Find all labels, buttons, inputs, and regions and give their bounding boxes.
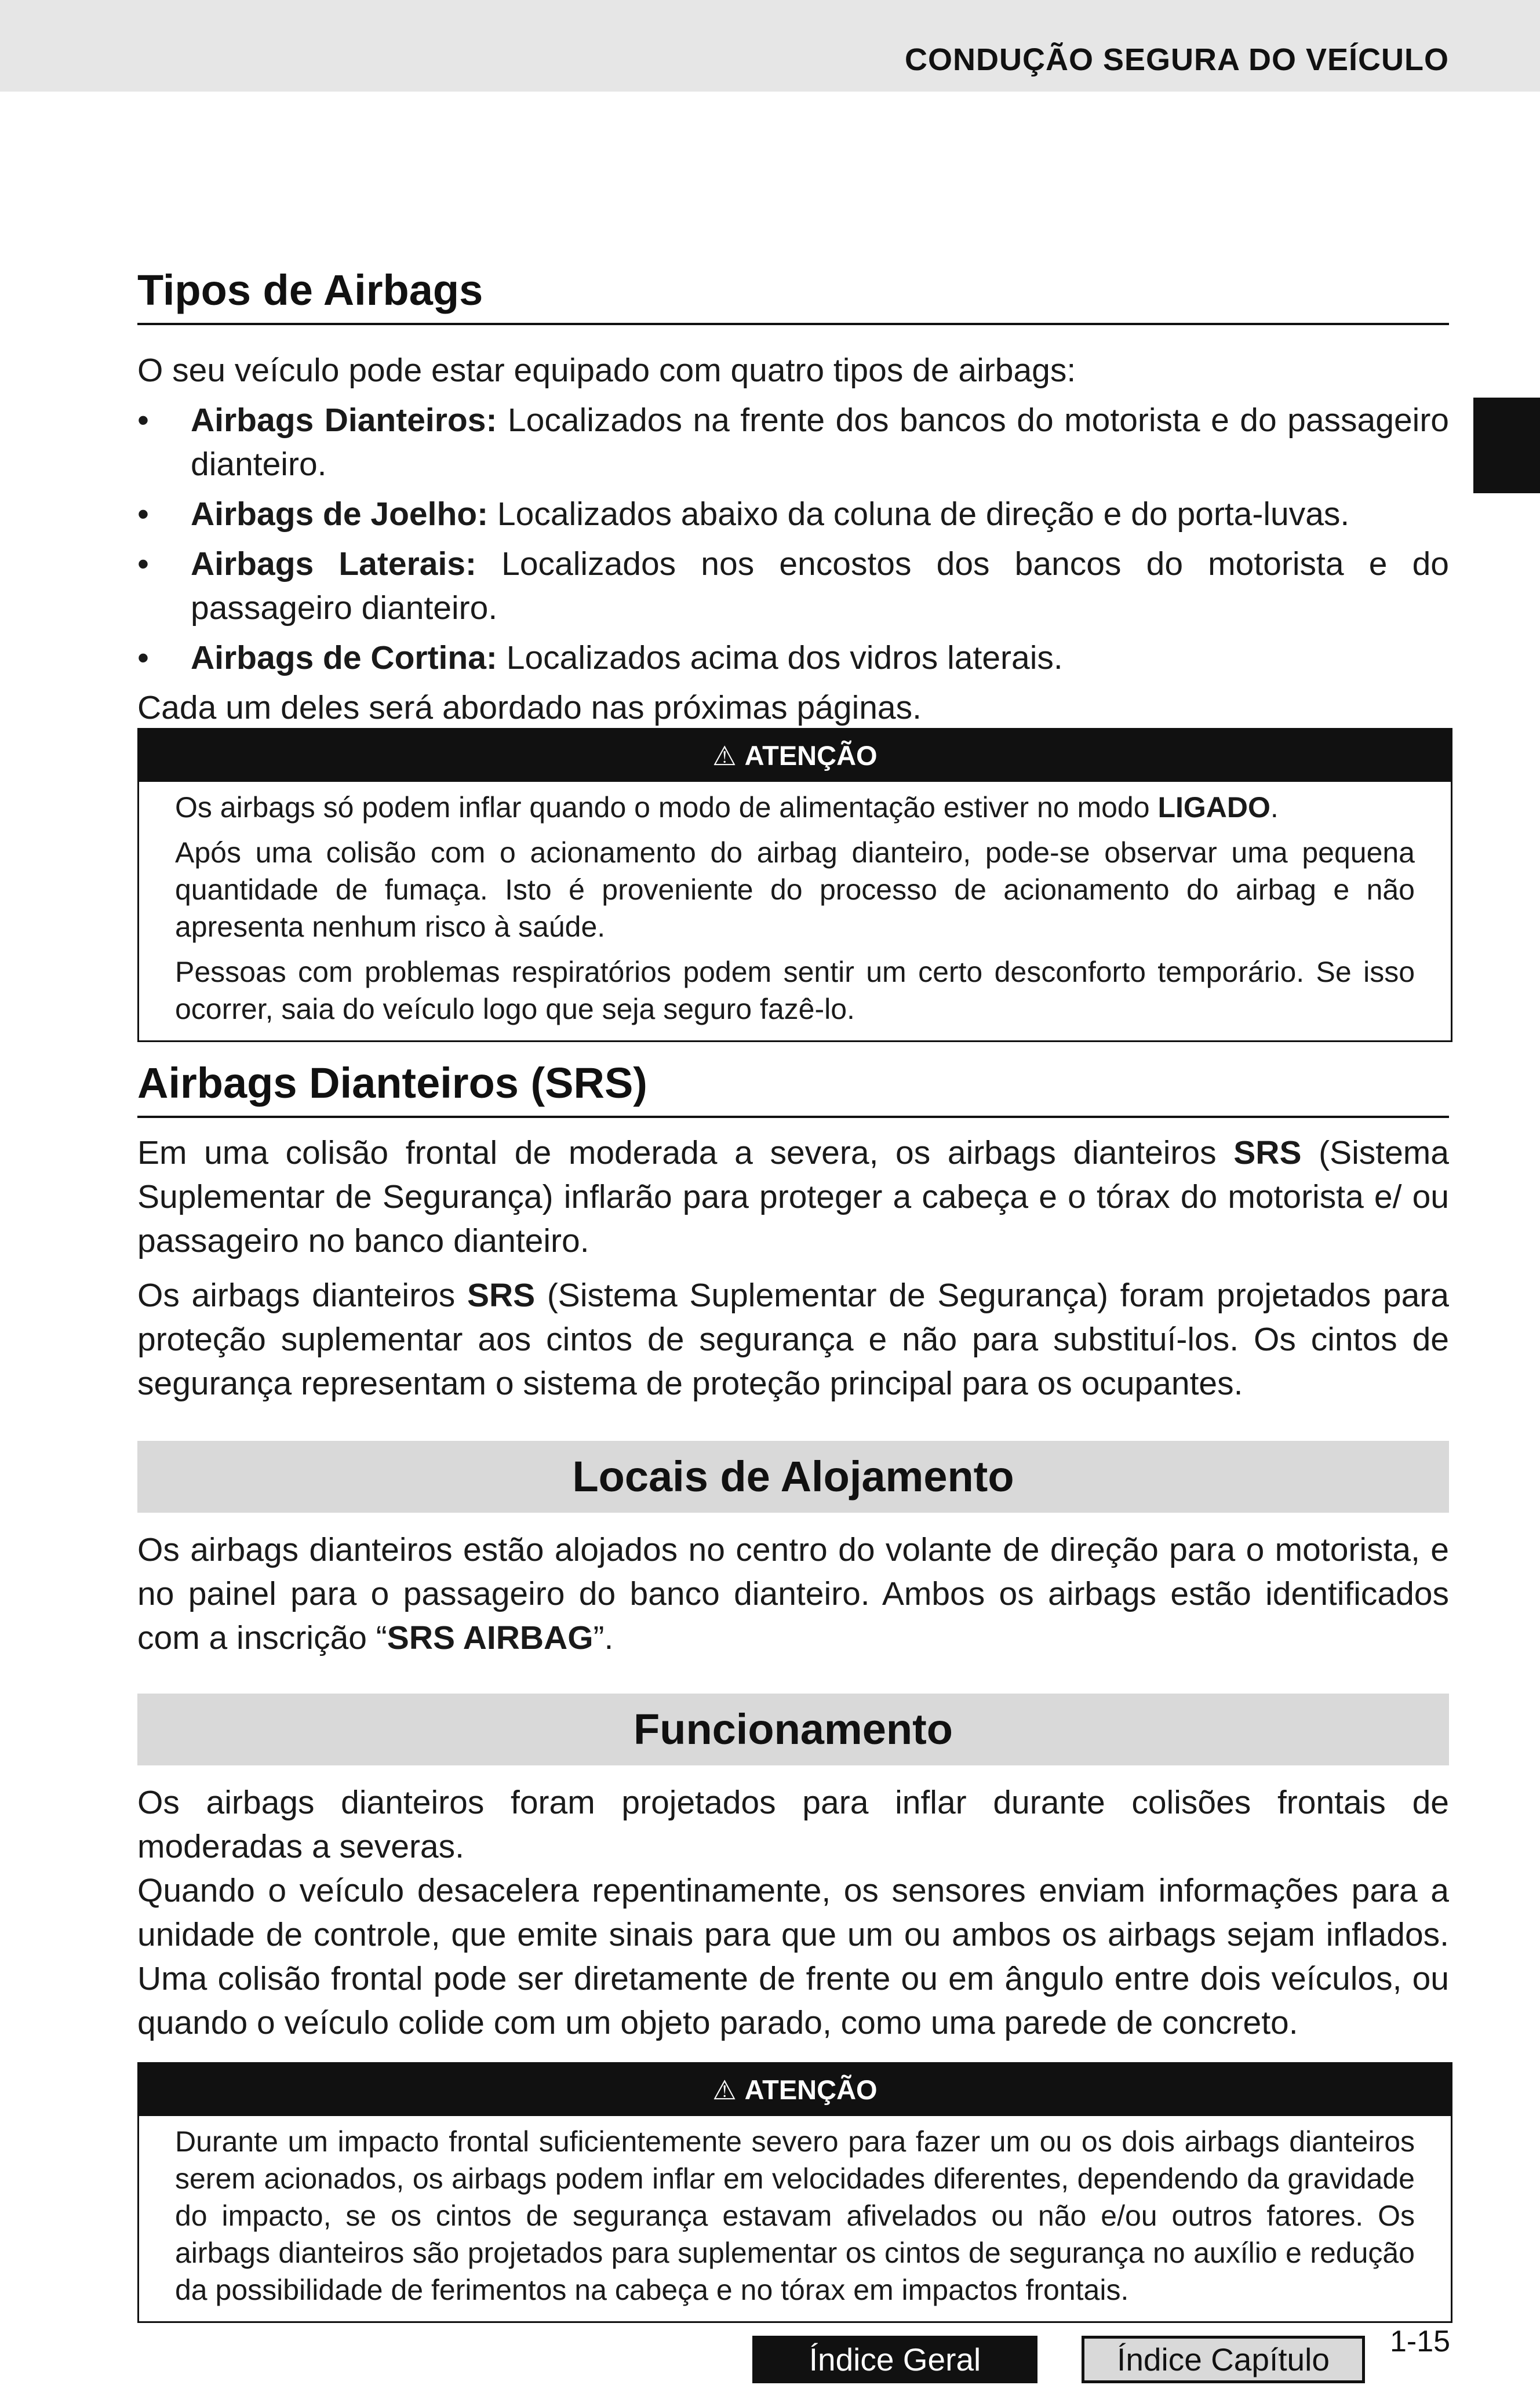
text-run-bold: SRS (467, 1277, 536, 1314)
list-item-text: Localizados acima dos vidros laterais. (497, 639, 1063, 676)
text-run: (Sistema Suplementar de Segurança) foram projetados para proteção suplementar aos cintos de segurança e não para substituí-los. Os cintos de segurança representam o sistema de proteção principal para os ocupantes. (137, 1277, 1449, 1402)
warning-header (139, 730, 1451, 782)
funcionamento-paragraph: Quando o veículo desacelera repentinamente, os sensores enviam informações para a unidade de controle, que emite sinais para que um ou ambos os airbags sejam inflados. Uma colisão frontal pode ser diretamente de frente ou em ângulo entre dois veículos, ou quando o veículo colide com um objeto parado, como uma parede de concreto. (137, 1872, 1449, 2041)
warning-triangle-icon: ⚠ (712, 741, 737, 771)
section-tipos (137, 265, 1449, 730)
text-run: Em uma colisão frontal de moderada a severa, os airbags dianteiros (137, 1134, 1234, 1171)
text-run-bold: LIGADO (1157, 791, 1270, 824)
list-item-label: Airbags de Cortina: (191, 639, 497, 676)
warning-header (139, 2064, 1451, 2116)
list-item-text: Localizados nos encostos dos bancos do motorista e do passageiro dianteiro. (191, 545, 1449, 627)
chapter-title: CONDUÇÃO SEGURA DO VEÍCULO (904, 42, 1449, 77)
locais-paragraph (137, 1528, 1449, 1660)
warning-paragraph: Pessoas com problemas respiratórios podem sentir um certo desconforto temporário. Se isso ocorrer, saia do veículo logo que seja seguro fazê-lo. (175, 956, 1415, 1025)
text-run-bold: SRS AIRBAG (387, 1619, 594, 1656)
text-run: Os airbags dianteiros estão alojados no centro do volante de direção para o motorista, e no painel para o passageiro do banco dianteiro. Ambos os airbags estão identificados com a inscrição “ (137, 1531, 1449, 1656)
text-run: . (1270, 791, 1279, 824)
list-item (137, 542, 1449, 630)
funcionamento-paragraph: Os airbags dianteiros foram projetados para inflar durante colisões frontais de moderadas a severas. (137, 1784, 1449, 1865)
warning-title: ATENÇÃO (744, 740, 878, 771)
section-funcionamento (137, 1694, 1449, 2045)
srs-paragraph (137, 1131, 1449, 1263)
section-heading: Airbags Dianteiros (SRS) (137, 1058, 1449, 1118)
warning-body (139, 2116, 1451, 2321)
list-item-label: Airbags Laterais: (191, 545, 476, 582)
list-item (137, 636, 1449, 680)
srs-paragraph (137, 1273, 1449, 1405)
warning-body (139, 782, 1451, 1040)
section-heading: Locais de Alojamento (137, 1441, 1449, 1513)
list-item-text: Localizados na frente dos bancos do motorista e do passageiro dianteiro. (191, 402, 1449, 483)
warning-paragraph: Após uma colisão com o acionamento do airbag dianteiro, pode-se observar uma pequena quantidade de fumaça. Isto é proveniente do processo de acionamento do airbag e não apresenta nenhum risco à saúde. (175, 836, 1415, 943)
list-item (137, 398, 1449, 486)
page-number: 1-15 (1390, 2325, 1451, 2358)
warning-box (137, 728, 1452, 1042)
list-item-text: Localizados abaixo da coluna de direção e do porta-luvas. (488, 496, 1350, 533)
section-locais (137, 1441, 1449, 1660)
section-srs (137, 1058, 1449, 1405)
index-general-button[interactable]: Índice Geral (752, 2336, 1037, 2383)
list-item-label: Airbags Dianteiros: (191, 402, 497, 439)
section-heading: Funcionamento (137, 1694, 1449, 1765)
page-header (0, 0, 1540, 92)
warning-paragraph: Durante um impacto frontal suficientemente severo para fazer um ou os dois airbags dianteiros serem acionados, os airbags podem inflar em velocidades diferentes, dependendo da gravidade do impacto, se os cintos de segurança estavam afivelados ou não e/ou outros fatores. Os airbags dianteiros são projetados para suplementar os cintos de segurança no auxílio e redução da possibilidade de ferimentos na cabeça e no tórax em impactos frontais. (175, 2125, 1415, 2306)
intro-paragraph: O seu veículo pode estar equipado com quatro tipos de airbags: (137, 352, 1076, 389)
text-run: (Sistema Suplementar de Segurança) inflarão para proteger a cabeça e o tórax do motorista e/ ou passageiro no banco dianteiro. (137, 1134, 1449, 1259)
text-run: Os airbags dianteiros (137, 1277, 467, 1314)
text-run: ”. (593, 1619, 614, 1656)
warning-title: ATENÇÃO (744, 2074, 878, 2105)
text-run: Os airbags só podem inflar quando o modo de alimentação estiver no modo (175, 791, 1158, 824)
list-item-label: Airbags de Joelho: (191, 496, 489, 533)
warning-paragraph (175, 789, 1415, 826)
list-item (137, 492, 1449, 536)
section-heading: Tipos de Airbags (137, 265, 1449, 325)
outro-paragraph: Cada um deles será abordado nas próximas páginas. (137, 689, 922, 726)
text-run-bold: SRS (1233, 1134, 1302, 1171)
warning-triangle-icon: ⚠ (712, 2075, 737, 2105)
index-chapter-button[interactable]: Índice Capítulo (1082, 2336, 1365, 2383)
airbag-types-list (137, 398, 1449, 680)
warning-box (137, 2062, 1452, 2323)
chapter-tab-marker (1473, 398, 1540, 493)
